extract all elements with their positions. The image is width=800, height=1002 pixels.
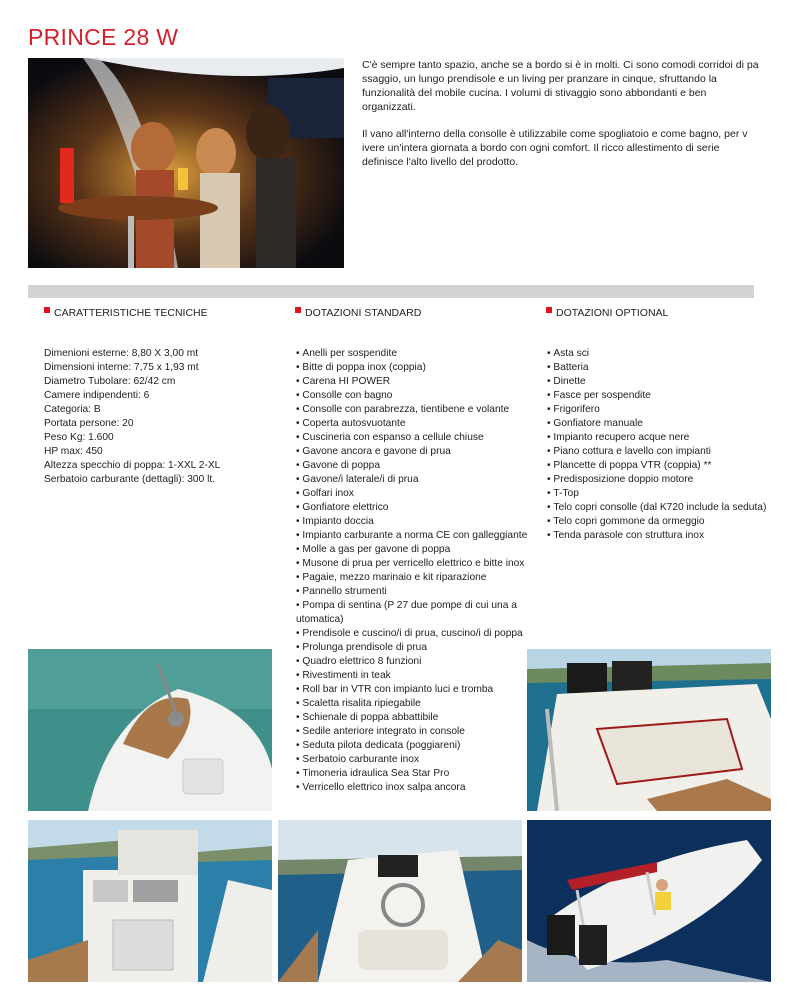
intro-paragraph: Il vano all'interno della consolle è utilizzabile come spogliatoio e come bagno, per v ivere un'intera giornata a bordo con ogni comfort. Il ricco allestimento di serie definisce l'alto livello del prodotto. (362, 128, 748, 168)
list-item: Camere indipendenti: 6 (44, 390, 150, 401)
list-item: Dimensioni interne: 7,75 x 1,93 mt (44, 362, 199, 373)
standard-equipment-heading-label: DOTAZIONI STANDARD (305, 307, 422, 319)
list-item: Serbatoio carburante (dettagli): 300 lt. (44, 474, 216, 485)
list-item: • Telo copri gommone da ormeggio (547, 515, 787, 529)
list-item: Diametro Tubolare: 62/42 cm (44, 376, 176, 387)
list-item: • Dinette (547, 375, 787, 389)
tech-specs-heading (44, 307, 208, 319)
list-item: • Prendisole e cuscino/i di prua, cuscino/i di poppa (296, 627, 528, 641)
list-item: • Sedile anteriore integrato in console (296, 725, 528, 739)
list-item: • Gonfiatore elettrico (296, 501, 528, 515)
list-item: Altezza specchio di poppa: 1-XXL 2-XL (44, 460, 221, 471)
list-item: • Impianto carburante a norma CE con galleggiante (296, 529, 528, 543)
list-item: Dimenioni esterne: 8,80 X 3,00 mt (44, 348, 199, 359)
list-item: • Predisposizione doppio motore (547, 473, 787, 487)
list-item: • Piano cottura e lavello con impianti (547, 445, 787, 459)
hero-photo (28, 58, 344, 268)
section-divider-bar (28, 285, 754, 298)
stern-lounge-photo (527, 649, 771, 811)
helm-console-photo (278, 820, 522, 982)
list-item: • Rivestimenti in teak (296, 669, 528, 683)
list-item: • Molle a gas per gavone di poppa (296, 543, 528, 557)
list-item: • Serbatoio carburante inox (296, 753, 528, 767)
list-item: • Gavone/i laterale/i di prua (296, 473, 528, 487)
list-item: • Timoneria idraulica Sea Star Pro (296, 767, 528, 781)
list-item: Portata persone: 20 (44, 418, 134, 429)
list-item: Categoria: B (44, 404, 101, 415)
list-item: • Golfari inox (296, 487, 528, 501)
standard-equipment-list (296, 347, 528, 795)
optional-equipment-heading-label: DOTAZIONI OPTIONAL (556, 307, 669, 319)
list-item: • Roll bar in VTR con impianto luci e tromba (296, 683, 528, 697)
list-item: • Asta sci (547, 347, 787, 361)
optional-equipment-heading (546, 307, 668, 319)
red-square-icon (295, 307, 301, 313)
page-title: PRINCE 28 W (28, 24, 179, 50)
optional-equipment-list (547, 347, 787, 543)
console-galley-photo (28, 820, 272, 982)
list-item: • Cuscineria con espanso a cellule chiuse (296, 431, 528, 445)
list-item: • Batteria (547, 361, 787, 375)
list-item: • Fasce per sospendite (547, 389, 787, 403)
list-item: • Gavone di poppa (296, 459, 528, 473)
list-item: • Prolunga prendisole di prua (296, 641, 528, 655)
list-item: • Verricello elettrico inox salpa ancora (296, 781, 528, 795)
list-item: • Bitte di poppa inox (coppia) (296, 361, 528, 375)
list-item: • Consolle con bagno (296, 389, 528, 403)
list-item: • Coperta autosvuotante (296, 417, 528, 431)
list-item: • Tenda parasole con struttura inox (547, 529, 787, 543)
list-item: • Frigorifero (547, 403, 787, 417)
list-item: • Consolle con parabrezza, tientibene e volante (296, 403, 528, 417)
list-item: • Plancette di poppa VTR (coppia) ** (547, 459, 787, 473)
list-item: • Schienale di poppa abbattibile (296, 711, 528, 725)
list-item: • T-Top (547, 487, 787, 501)
list-item: • Pompa di sentina (P 27 due pompe di cui una a utomatica) (296, 599, 528, 627)
list-item: • Pagaie, mezzo marinaio e kit riparazione (296, 571, 528, 585)
boat-cruising-photo (527, 820, 771, 982)
red-square-icon (44, 307, 50, 313)
list-item: • Anelli per sospendite (296, 347, 528, 361)
intro-text (362, 58, 762, 182)
list-item: • Impianto recupero acque nere (547, 431, 787, 445)
standard-equipment-heading (295, 307, 421, 319)
list-item: • Carena HI POWER (296, 375, 528, 389)
list-item: • Quadro elettrico 8 funzioni (296, 655, 528, 669)
list-item: • Musone di prua per verricello elettrico e bitte inox (296, 557, 528, 571)
list-item: • Telo copri consolle (dal K720 include la seduta) (547, 501, 787, 515)
list-item: • Gavone ancora e gavone di prua (296, 445, 528, 459)
tech-specs-heading-label: CARATTERISTICHE TECNICHE (54, 307, 208, 319)
tech-specs-list (44, 347, 274, 487)
list-item: • Scaletta risalita ripiegabile (296, 697, 528, 711)
list-item: HP max: 450 (44, 446, 103, 457)
intro-paragraph: C'è sempre tanto spazio, anche se a bordo si è in molti. Ci sono comodi corridoi di pa ssaggio, un lungo prendisole e un living per pranzare in cinque, sfruttando la funzionalità del mobile cucina. I volumi di stivaggio sono abbondanti e ben organizzati. (362, 59, 759, 113)
red-square-icon (546, 307, 552, 313)
bow-deck-photo (28, 649, 272, 811)
list-item: Peso Kg: 1.600 (44, 432, 114, 443)
list-item: • Seduta pilota dedicata (poggiareni) (296, 739, 528, 753)
list-item: • Gonfiatore manuale (547, 417, 787, 431)
list-item: • Impianto doccia (296, 515, 528, 529)
list-item: • Pannello strumenti (296, 585, 528, 599)
